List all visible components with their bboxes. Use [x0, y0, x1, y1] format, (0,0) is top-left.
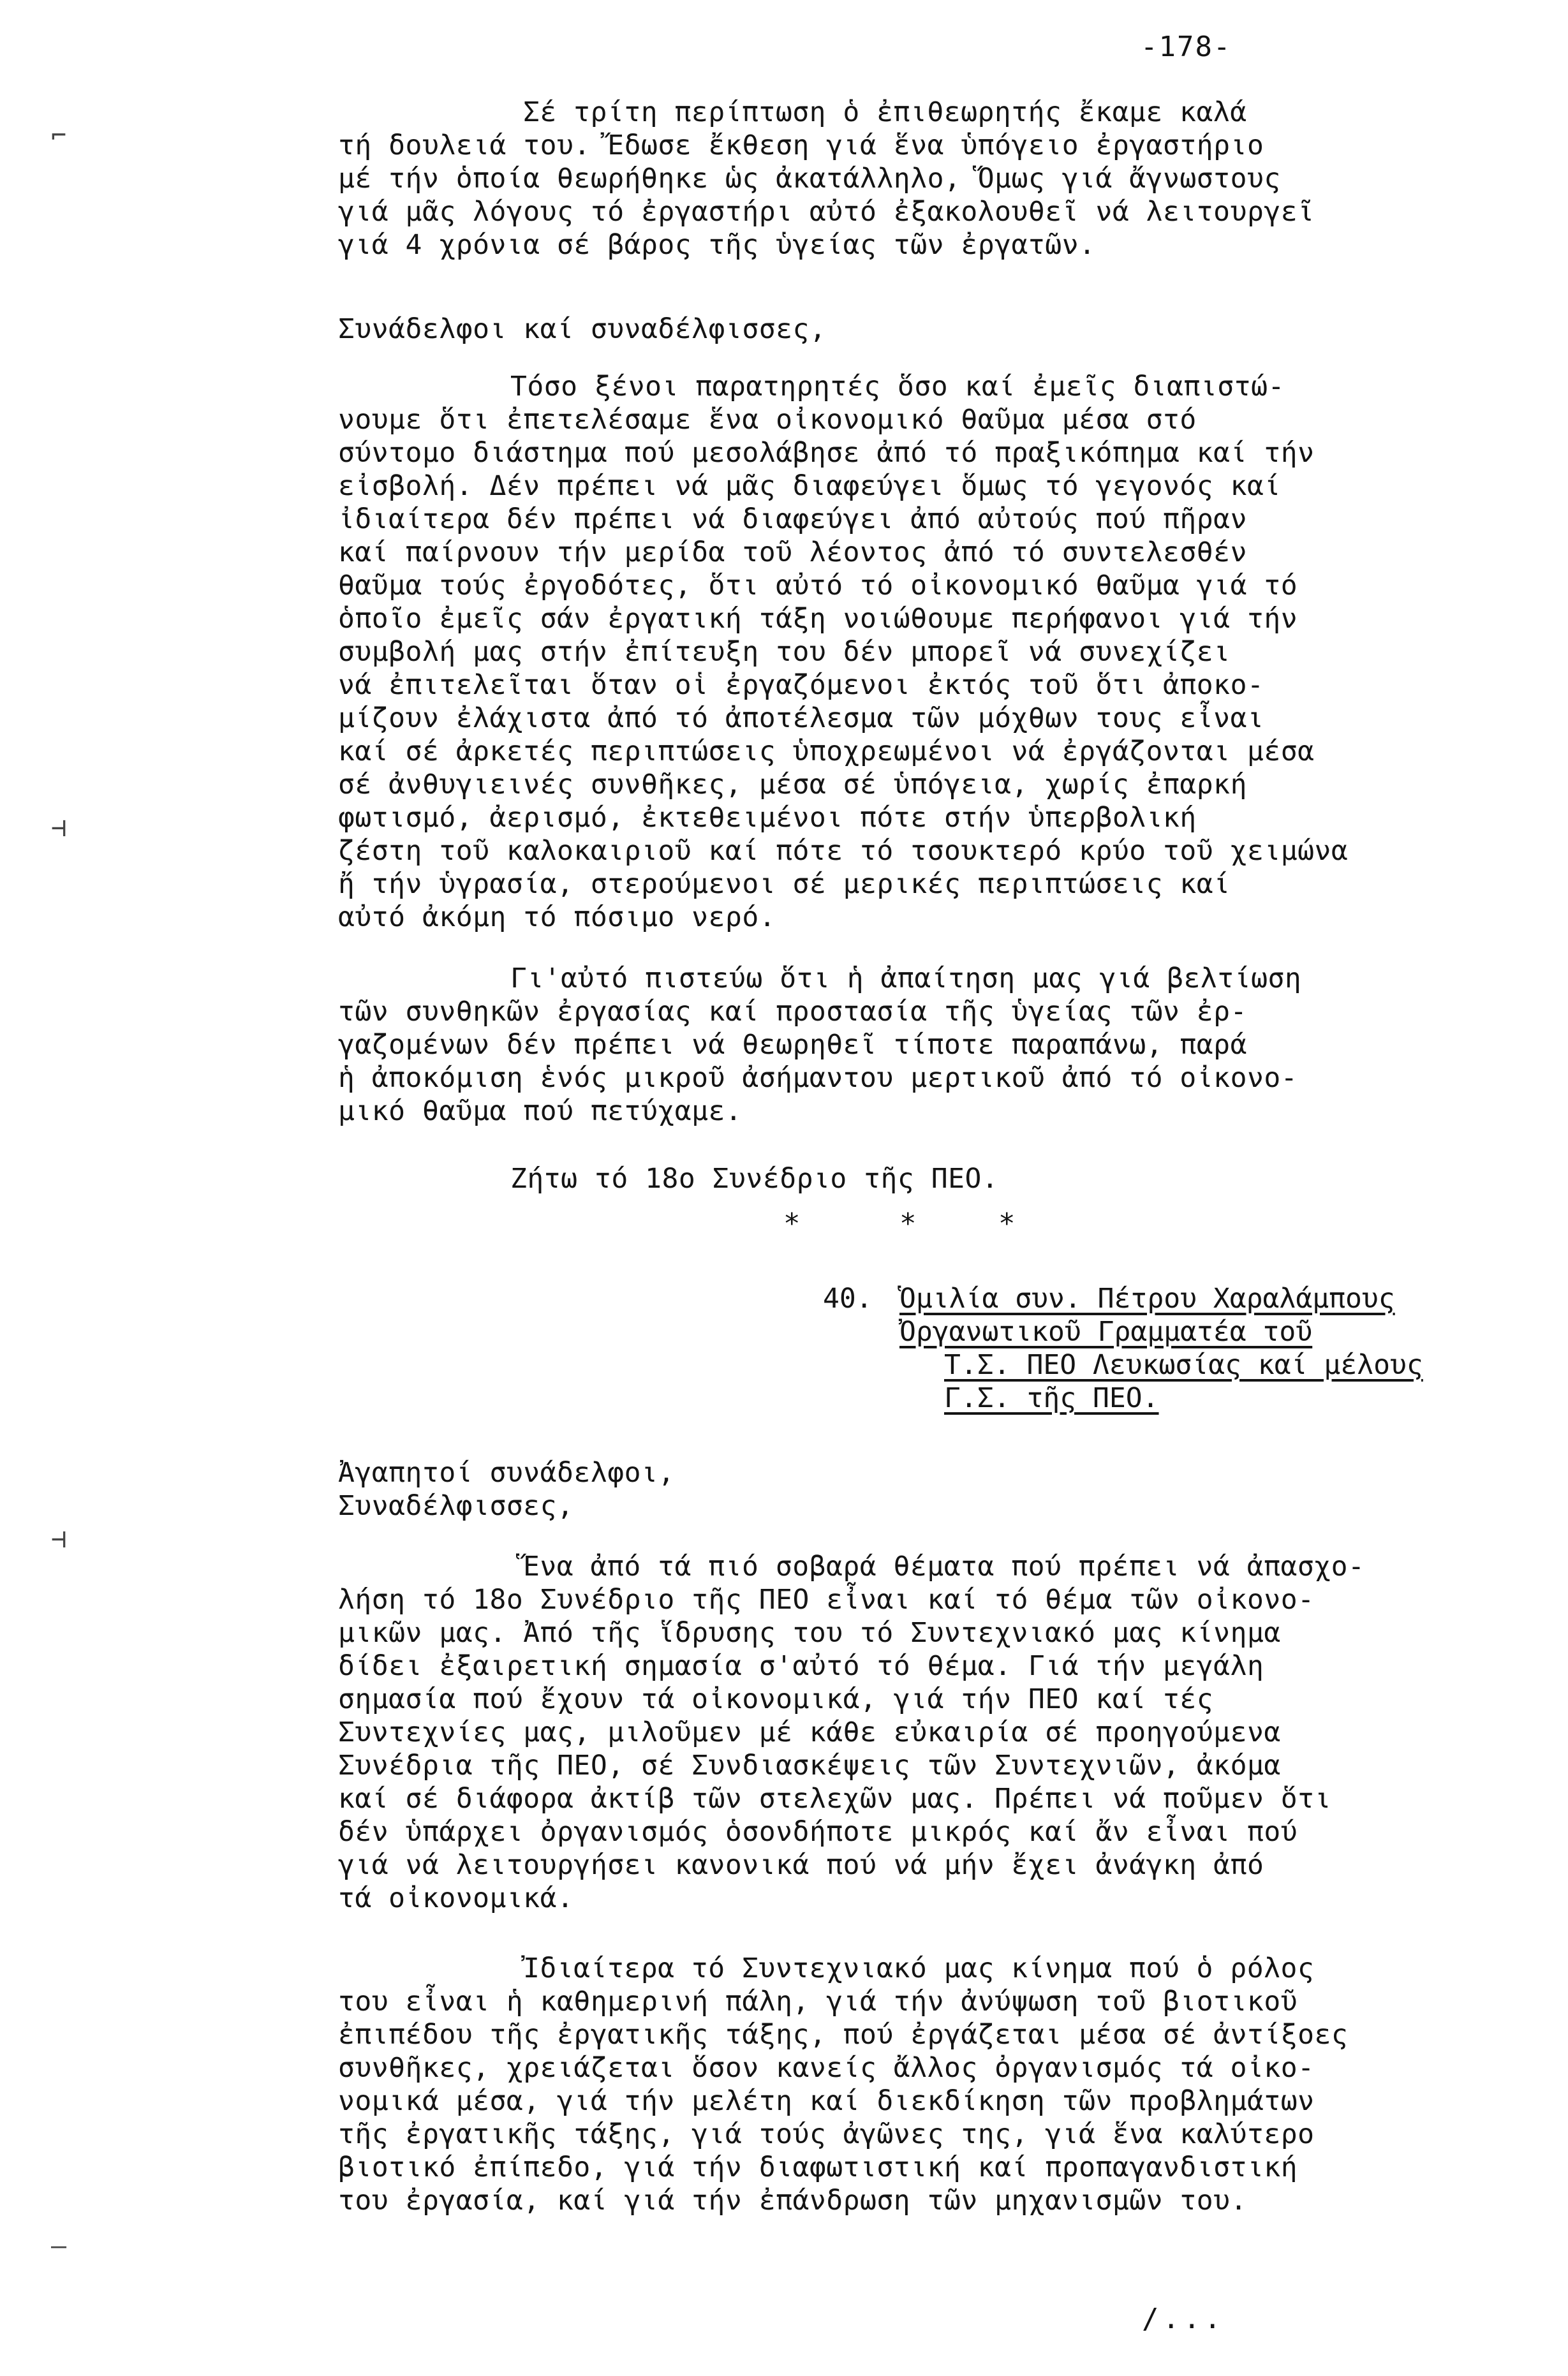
paragraph-line: σέ ἀνθυγιεινές συνθῆκες, μέσα σέ ὑπόγεια, χωρίς ἐπαρκή — [338, 769, 1247, 801]
margin-tick-mark: — — [51, 2231, 67, 2261]
paragraph-line: αὐτό ἀκόμη τό πόσιμο νερό. — [338, 901, 776, 933]
paragraph-line: συνθῆκες, χρειάζεται ὅσον κανείς ἄλλος ὀργανισμός τά οἰκο- — [338, 2052, 1315, 2084]
paragraph-line: μικό θαῦμα πού πετύχαμε. — [338, 1095, 743, 1127]
margin-tick-mark: ⊣ — [51, 813, 67, 843]
paragraph-line: εἰσβολή. Δέν πρέπει νά μᾶς διαφεύγει ὅμως τό γεγονός καί — [338, 470, 1281, 502]
heading-line: Γ.Σ. τῆς ΠΕΟ. — [944, 1382, 1159, 1414]
paragraph-line: γιά μᾶς λόγους τό ἐργαστήρι αὐτό ἐξακολουθεῖ νά λειτουργεῖ — [338, 196, 1315, 228]
separator-star: * — [783, 1207, 801, 1240]
paragraph-line: ἐπιπέδου τῆς ἐργατικῆς τάξης, πού ἐργάζεται μέσα σέ ἀντίξοες — [338, 2019, 1349, 2051]
heading-line: Ὁμιλία συν. Πέτρου Χαραλάμπους — [899, 1283, 1395, 1315]
paragraph-line: δέν ὑπάρχει ὀργανισμός ὁσονδήποτε μικρός καί ἄν εἶναι πού — [338, 1816, 1298, 1848]
paragraph-line: μέ τήν ὁποία θεωρήθηκε ὡς ἀκατάλληλο, Ὅμως γιά ἄγνωστους — [338, 163, 1281, 195]
paragraph-line: τῆς ἐργατικῆς τάξης, γιά τούς ἀγῶνες της, γιά ἕνα καλύτερο — [338, 2118, 1315, 2150]
paragraph-line: δίδει ἐξαιρετική σημασία σ'αὐτό τό θέμα. Γιά τήν μεγάλη — [338, 1650, 1264, 1682]
paragraph-line: Γι'αὐτό πιστεύω ὅτι ἡ ἀπαίτηση μας γιά βελτίωση — [510, 963, 1302, 994]
continuation-mark: /... — [1142, 2303, 1225, 2335]
paragraph-line: γαζομένων δέν πρέπει νά θεωρηθεῖ τίποτε παραπάνω, παρά — [338, 1029, 1247, 1061]
paragraph-line: τή δουλειά του. Ἔδωσε ἔκθεση γιά ἕνα ὑπόγειο ἐργαστήριο — [338, 129, 1264, 161]
paragraph-line: του ἐργασία, καί γιά τήν ἐπάνδρωση τῶν μηχανισμῶν του. — [338, 2185, 1247, 2217]
heading-line: Τ.Σ. ΠΕΟ Λευκωσίας καί μέλους — [944, 1349, 1423, 1381]
section-number: 40. — [823, 1283, 873, 1315]
paragraph-line: τῶν συνθηκῶν ἐργασίας καί προστασία τῆς ὑγείας τῶν ἐρ- — [338, 996, 1247, 1028]
paragraph-line: ἡ ἀποκόμιση ἑνός μικροῦ ἀσήμαντου μερτικοῦ ἀπό τό οἰκονο- — [338, 1062, 1298, 1094]
paragraph-line: ἰδιαίτερα δέν πρέπει νά διαφεύγει ἀπό αὐτούς πού πῆραν — [338, 503, 1247, 535]
separator-star: * — [899, 1207, 917, 1240]
paragraph-line: Τόσο ξένοι παρατηρητές ὅσο καί ἐμεῖς διαπιστώ- — [510, 371, 1285, 402]
paragraph-line: καί σέ ἀρκετές περιπτώσεις ὑποχρεωμένοι νά ἐργάζονται μέσα — [338, 735, 1315, 767]
paragraph-line: ἤ τήν ὑγρασία, στερούμενοι σέ μερικές περιπτώσεις καί — [338, 868, 1231, 900]
paragraph-line: μικῶν μας. Ἀπό τῆς ἵδρυσης του τό Συντεχνιακό μας κίνημα — [338, 1617, 1281, 1649]
paragraph-line: θαῦμα τούς ἐργοδότες, ὅτι αὐτό τό οἰκονομικό θαῦμα γιά τό — [338, 570, 1298, 601]
paragraph-line: σύντομο διάστημα πού μεσολάβησε ἀπό τό πραξικόπημα καί τήν — [338, 437, 1315, 469]
paragraph-line: νά ἐπιτελεῖται ὅταν οἱ ἐργαζόμενοι ἐκτός τοῦ ὅτι ἀποκο- — [338, 669, 1264, 701]
margin-tick-mark: ⊣ — [51, 1524, 67, 1554]
paragraph-line: ὁποῖο ἐμεῖς σάν ἐργατική τάξη νοιώθουμε περήφανοι γιά τήν — [338, 603, 1298, 635]
paragraph-line: φωτισμό, ἀερισμό, ἐκτεθειμένοι πότε στήν ὑπερβολική — [338, 802, 1197, 834]
paragraph-line: Συνέδρια τῆς ΠΕΟ, σέ Συνδιασκέψεις τῶν Συντεχνιῶν, ἀκόμα — [338, 1750, 1281, 1782]
paragraph-line: νουμε ὅτι ἐπετελέσαμε ἕνα οἰκονομικό θαῦμα μέσα στό — [338, 404, 1197, 436]
paragraph-line: ζέστη τοῦ καλοκαιριοῦ καί πότε τό τσουκτερό κρύο τοῦ χειμώνα — [338, 835, 1349, 867]
paragraph-line: λήση τό 18ο Συνέδριο τῆς ΠΕΟ εἶναι καί τό θέμα τῶν οἰκονο- — [338, 1584, 1315, 1616]
paragraph-line: μίζουν ἐλάχιστα ἀπό τό ἀποτέλεσμα τῶν μόχθων τους εἶναι — [338, 702, 1264, 734]
paragraph-line: καί σέ διάφορα ἀκτίβ τῶν στελεχῶν μας. Πρέπει νά ποῦμεν ὅτι — [338, 1783, 1331, 1815]
paragraph-line: Συντεχνίες μας, μιλοῦμεν μέ κάθε εὐκαιρία σέ προηγούμενα — [338, 1716, 1281, 1748]
separator-star: * — [998, 1207, 1016, 1240]
paragraph-line: γιά νά λειτουργήσει κανονικά πού νά μήν ἔχει ἀνάγκη ἀπό — [338, 1849, 1264, 1881]
paragraph-line: συμβολή μας στήν ἐπίτευξη του δέν μπορεῖ νά συνεχίζει — [338, 636, 1231, 668]
section-heading — [823, 1283, 1423, 1498]
paragraph-line: Ἰδιαίτερα τό Συντεχνιακό μας κίνημα πού ὁ ρόλος — [523, 1952, 1315, 1984]
paragraph-line: Ζήτω τό 18ο Συνέδριο τῆς ΠΕΟ. — [510, 1163, 999, 1195]
heading-line: Ὀργανωτικοῦ Γραμματέα τοῦ — [899, 1316, 1313, 1348]
paragraph-line: γιά 4 χρόνια σέ βάρος τῆς ὑγείας τῶν ἐργατῶν. — [338, 229, 1096, 261]
salutation-line: Συναδέλφισσες, — [338, 1490, 574, 1522]
paragraph-line: βιοτικό ἐπίπεδο, γιά τήν διαφωτιστική καί προπαγανδιστική — [338, 2151, 1298, 2183]
paragraph-line: Ἕνα ἀπό τά πιό σοβαρά θέματα πού πρέπει νά ἀπασχο- — [523, 1551, 1365, 1583]
paragraph-line: νομικά μέσα, γιά τήν μελέτη καί διεκδίκηση τῶν προβλημάτων — [338, 2085, 1315, 2117]
paragraph-line: σημασία πού ἔχουν τά οἰκονομικά, γιά τήν ΠΕΟ καί τές — [338, 1683, 1214, 1715]
margin-tick-mark: ⌐ — [51, 121, 67, 151]
paragraph-line: καί παίρνουν τήν μερίδα τοῦ λέοντος ἀπό τό συντελεσθέν — [338, 536, 1247, 568]
paragraph-line: τά οἰκονομικά. — [338, 1882, 574, 1914]
paragraph-line: Συνάδελφοι καί συναδέλφισσες, — [338, 313, 827, 345]
salutation-line: Ἀγαπητοί συνάδελφοι, — [338, 1457, 675, 1489]
paragraph-line: του εἶναι ἡ καθημερινή πάλη, γιά τήν ἀνύψωση τοῦ βιοτικοῦ — [338, 1986, 1298, 2018]
page-number: -178- — [1141, 31, 1232, 63]
paragraph-line: Σέ τρίτη περίπτωση ὁ ἐπιθεωρητής ἔκαμε καλά — [523, 96, 1247, 128]
